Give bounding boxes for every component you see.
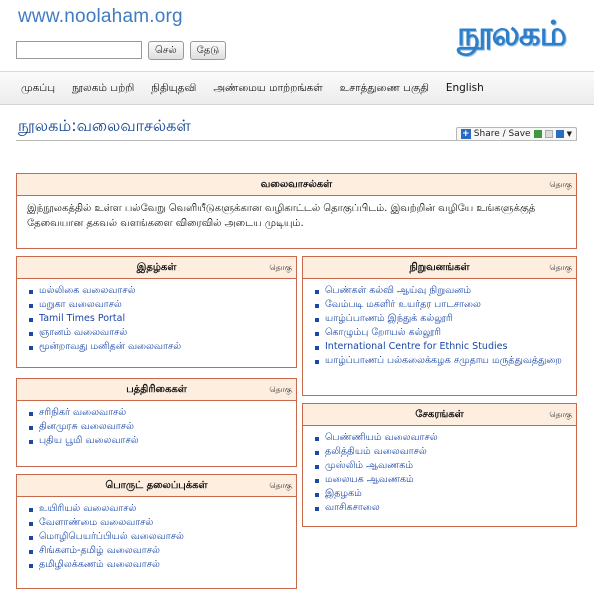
go-button[interactable]: செல்: [148, 41, 184, 60]
list-item: [315, 487, 564, 501]
newspaper-link[interactable]: புதிய பூமி வலைவாசல்: [39, 435, 139, 446]
collections-box: [302, 403, 577, 527]
intro-box-header: [17, 174, 576, 196]
share-dropdown-icon: ▼: [566, 130, 572, 138]
newspapers-edit-link[interactable]: தொகு: [269, 385, 292, 394]
organization-link[interactable]: பெண்கள் கல்வி ஆய்வு நிறுவனம்: [325, 285, 472, 296]
list-item: [29, 298, 284, 312]
nav-english[interactable]: English: [445, 82, 484, 94]
magazine-link[interactable]: Tamil Times Portal: [39, 313, 126, 324]
magazine-link[interactable]: மல்லிகை வலைவாசல்: [39, 285, 136, 296]
list-item: [315, 312, 564, 326]
site-url[interactable]: www.noolaham.org: [18, 6, 183, 27]
intro-edit-link[interactable]: தொகு: [549, 180, 572, 189]
newspapers-box: [16, 378, 297, 467]
nav-home[interactable]: முகப்பு: [21, 81, 56, 94]
subject-link[interactable]: வேளாண்மை வலைவாசல்: [39, 517, 154, 528]
list-item: [315, 431, 564, 445]
magazine-link[interactable]: மறுகா வலைவாசல்: [39, 299, 122, 310]
list-item: [29, 340, 284, 354]
search-button[interactable]: தேடு: [190, 41, 227, 60]
list-item: [315, 354, 564, 368]
collection-link[interactable]: மலையக ஆவணகம்: [325, 474, 414, 485]
magazines-box: [16, 256, 297, 368]
collections-list: [315, 431, 564, 515]
list-item: [315, 473, 564, 487]
list-item: [29, 516, 284, 530]
list-item: [29, 420, 284, 434]
collection-link[interactable]: தலித்தியம் வலைவாசல்: [325, 446, 427, 457]
list-item: [315, 445, 564, 459]
title-divider: [16, 140, 577, 141]
share-plus-icon: +: [462, 129, 470, 139]
list-item: [29, 530, 284, 544]
list-item: [315, 459, 564, 473]
magazines-box-header: [17, 257, 296, 279]
list-item: [29, 312, 284, 326]
organizations-box: [302, 256, 577, 396]
list-item: [29, 434, 284, 448]
share-label: Share / Save: [473, 129, 531, 139]
list-item: [29, 544, 284, 558]
site-logo[interactable]: நூலகம்: [456, 14, 566, 54]
nav-recent-changes[interactable]: அண்மைய மாற்றங்கள்: [213, 81, 323, 94]
page-title: நூலகம்:வலைவாசல்கள்: [18, 116, 191, 135]
subjects-edit-link[interactable]: தொகு: [269, 481, 292, 490]
collections-box-title: சேகரங்கள்: [415, 409, 464, 420]
subjects-box: [16, 474, 297, 589]
top-navigation: [0, 71, 594, 105]
intro-box-title: வலைவாசல்கள்: [260, 179, 333, 190]
collection-link[interactable]: முஸ்லிம் ஆவணகம்: [325, 460, 414, 471]
organization-link[interactable]: யாழ்ப்பாணம் இந்துக் கல்லூரி: [325, 313, 453, 324]
newspapers-list: [29, 406, 284, 448]
share-green-icon: [534, 130, 542, 138]
subjects-box-header: [17, 475, 296, 497]
share-save-button[interactable]: [456, 127, 577, 141]
subject-link[interactable]: தமிழிலக்கணம் வலைவாசல்: [39, 559, 160, 570]
collection-link[interactable]: வாசிகசாலை: [325, 502, 380, 513]
organizations-edit-link[interactable]: தொகு: [549, 263, 572, 272]
magazines-list: [29, 284, 284, 354]
organization-link[interactable]: யாழ்ப்பாணப் பல்கலைக்கழக சமுதாய மருத்துவத்துறை: [325, 355, 562, 366]
nav-donate[interactable]: நிதியுதவி: [151, 81, 197, 94]
organizations-box-header: [303, 257, 576, 279]
magazine-link[interactable]: மூன்றாவது மனிதன் வலைவாசல்: [39, 341, 182, 352]
collection-link[interactable]: பெண்ணியம் வலைவாசல்: [325, 432, 438, 443]
nav-reference[interactable]: உசாத்துணை பகுதி: [339, 81, 429, 94]
list-item: [29, 284, 284, 298]
list-item: [315, 340, 564, 354]
list-item: [29, 326, 284, 340]
subject-link[interactable]: உயிரியல் வலைவாசல்: [39, 503, 137, 514]
search-bar: [16, 41, 226, 60]
collections-edit-link[interactable]: தொகு: [549, 410, 572, 419]
newspaper-link[interactable]: சரிநிகர் வலைவாசல்: [39, 407, 127, 418]
magazines-edit-link[interactable]: தொகு: [269, 263, 292, 272]
list-item: [315, 298, 564, 312]
nav-about[interactable]: நூலகம் பற்றி: [72, 81, 135, 94]
organizations-box-title: நிறுவனங்கள்: [409, 262, 470, 273]
list-item: [315, 501, 564, 515]
share-blue-icon: [556, 130, 564, 138]
newspaper-link[interactable]: தினமுரசு வலைவாசல்: [39, 421, 134, 432]
organization-link[interactable]: வேம்படி மகளிர் உயர்தர பாடசாலை: [325, 299, 481, 310]
list-item: [29, 558, 284, 572]
subject-link[interactable]: மொழிபெயர்ப்பியல் வலைவாசல்: [39, 531, 184, 542]
search-input[interactable]: [16, 41, 142, 59]
subjects-box-title: பொருட் தலைப்புக்கள்: [105, 480, 208, 491]
collection-link[interactable]: இதழகம்: [325, 488, 362, 499]
list-item: [29, 406, 284, 420]
share-grey-icon: [545, 130, 553, 138]
list-item: [315, 284, 564, 298]
list-item: [29, 502, 284, 516]
intro-text: இந்நூலகத்தில் உள்ள பல்வேறு வெளியீடுகளுக்கான வழிகாட்டல் தொகுப்பிடம். இவற்றின் வழியே உங்களுக்குத் தேவையான தகவல் வளங்களை விரைவில் அடைய முடியும்.: [27, 203, 536, 229]
subjects-list: [29, 502, 284, 572]
organizations-list: [315, 284, 564, 368]
newspapers-box-title: பத்திரிகைகள்: [126, 384, 187, 395]
collections-box-header: [303, 404, 576, 426]
magazine-link[interactable]: ஞானம் வலைவாசல்: [39, 327, 128, 338]
organization-link[interactable]: International Centre for Ethnic Studies: [325, 341, 508, 352]
list-item: [315, 326, 564, 340]
magazines-box-title: இதழ்கள்: [136, 262, 177, 273]
organization-link[interactable]: கொழும்பு றோயல் கல்லூரி: [325, 327, 441, 338]
intro-box: [16, 173, 577, 249]
subject-link[interactable]: சிங்களம்-தமிழ் வலைவாசல்: [39, 545, 160, 556]
newspapers-box-header: [17, 379, 296, 401]
